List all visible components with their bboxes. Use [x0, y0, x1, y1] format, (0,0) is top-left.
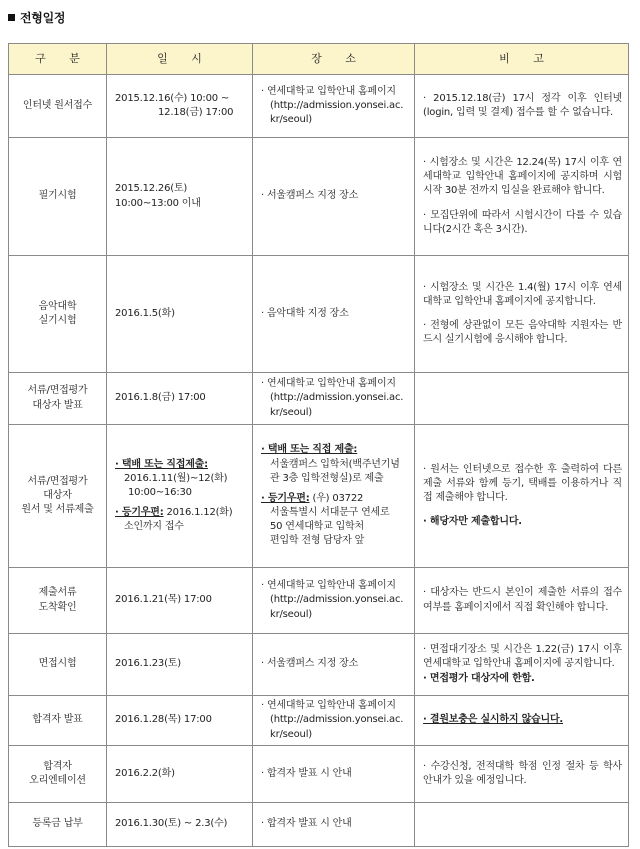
table-row	[9, 425, 629, 568]
row-note: · 대상자는 반드시 본인이 제출한 서류의 접수 여부를 홈페이지에서 직접 확인해야 합니다.	[415, 568, 629, 634]
square-bullet-icon	[8, 14, 15, 21]
row-date: 2015.12.16(수) 10:00 ~ 12.18(금) 17:00	[107, 75, 253, 138]
row-category: 인터넷 원서접수	[9, 75, 107, 138]
table-row	[9, 696, 629, 746]
row-place: · 연세대학교 입학안내 홈페이지 (http://admission.yonsei.ac. kr/seoul)	[253, 568, 415, 634]
row-place: · 택배 또는 직접 제출: 서울캠퍼스 입학처(백주년기념 관 3층 입학전형실)로 제출 · 등기우편: (우) 03722 서울특별시 서대문구 연세로 50 연세대학교 입학처 편입학 전형 담당자 앞	[253, 425, 415, 568]
row-date: 2016.1.28(목) 17:00	[107, 696, 253, 746]
row-note: · 원서는 인터넷으로 접수한 후 출력하여 다른 제출 서류와 함께 등기, 택배를 이용하거나 직접 제출해야 합니다. · 해당자만 제출합니다.	[415, 425, 629, 568]
table-header-row	[9, 44, 629, 75]
row-category: 제출서류 도착확인	[9, 568, 107, 634]
row-note: · 수강신청, 전적대학 학점 인정 절차 등 학사 안내가 있을 예정입니다.	[415, 746, 629, 803]
header-category: 구 분	[9, 44, 107, 75]
table-row	[9, 568, 629, 634]
row-place: · 합격자 발표 시 안내	[253, 746, 415, 803]
row-place: · 연세대학교 입학안내 홈페이지 (http://admission.yonsei.ac. kr/seoul)	[253, 373, 415, 425]
row-category: 합격자 오리엔테이션	[9, 746, 107, 803]
table-row	[9, 803, 629, 847]
table-row	[9, 75, 629, 138]
section-heading	[8, 9, 65, 26]
row-date: 2016.1.21(목) 17:00	[107, 568, 253, 634]
table-row	[9, 746, 629, 803]
header-date: 일 시	[107, 44, 253, 75]
row-place: · 연세대학교 입학안내 홈페이지 (http://admission.yonsei.ac. kr/seoul)	[253, 75, 415, 138]
row-note	[415, 373, 629, 425]
row-note: · 결원보충은 실시하지 않습니다.	[415, 696, 629, 746]
row-place: · 합격자 발표 시 안내	[253, 803, 415, 847]
row-note: · 2015.12.18(금) 17시 정각 이후 인터넷(login, 입력 및 결제) 접수를 할 수 없습니다.	[415, 75, 629, 138]
row-date: · 택배 또는 직접제출: 2016.1.11(월)~12(화) 10:00~16:30 · 등기우편: 2016.1.12(화) 소인까지 접수	[107, 425, 253, 568]
row-place: · 연세대학교 입학안내 홈페이지 (http://admission.yonsei.ac. kr/seoul)	[253, 696, 415, 746]
row-category: 면접시험	[9, 634, 107, 696]
row-date: 2016.1.23(토)	[107, 634, 253, 696]
row-note	[415, 803, 629, 847]
row-place: · 음악대학 지정 장소	[253, 256, 415, 373]
row-date: 2016.2.2(화)	[107, 746, 253, 803]
row-category: 등록금 납부	[9, 803, 107, 847]
row-category: 서류/면접평가 대상자 원서 및 서류제출	[9, 425, 107, 568]
row-category: 서류/면접평가 대상자 발표	[9, 373, 107, 425]
row-date: 2016.1.8(금) 17:00	[107, 373, 253, 425]
row-category: 음악대학 실기시험	[9, 256, 107, 373]
table-row	[9, 138, 629, 256]
row-category: 합격자 발표	[9, 696, 107, 746]
row-category: 필기시험	[9, 138, 107, 256]
row-place: · 서울캠퍼스 지정 장소	[253, 138, 415, 256]
row-note: · 면접대기장소 및 시간은 1.22(금) 17시 이후 연세대학교 입학안내 홈페이지에 공지합니다. · 면접평가 대상자에 한함.	[415, 634, 629, 696]
row-date: 2016.1.5(화)	[107, 256, 253, 373]
table-row	[9, 634, 629, 696]
table-row	[9, 256, 629, 373]
header-note: 비 고	[415, 44, 629, 75]
header-place: 장 소	[253, 44, 415, 75]
row-place: · 서울캠퍼스 지정 장소	[253, 634, 415, 696]
row-note: · 시험장소 및 시간은 1.4(월) 17시 이후 연세대학교 입학안내 홈페이지에 공지합니다. · 전형에 상관없이 모든 음악대학 지원자는 반드시 실기시험에 응시해야 합니다.	[415, 256, 629, 373]
table-row	[9, 373, 629, 425]
row-date: 2015.12.26(토) 10:00~13:00 이내	[107, 138, 253, 256]
row-note: · 시험장소 및 시간은 12.24(목) 17시 이후 연세대학교 입학안내 홈페이지에 공지하며 시험 시작 30분 전까지 입실을 완료해야 합니다. · 모집단위에 따라서 시험시간이 다를 수 있습니다(2시간 혹은 3시간).	[415, 138, 629, 256]
schedule-table	[8, 43, 629, 847]
row-date: 2016.1.30(토) ~ 2.3(수)	[107, 803, 253, 847]
section-title: 전형일정	[20, 11, 66, 25]
